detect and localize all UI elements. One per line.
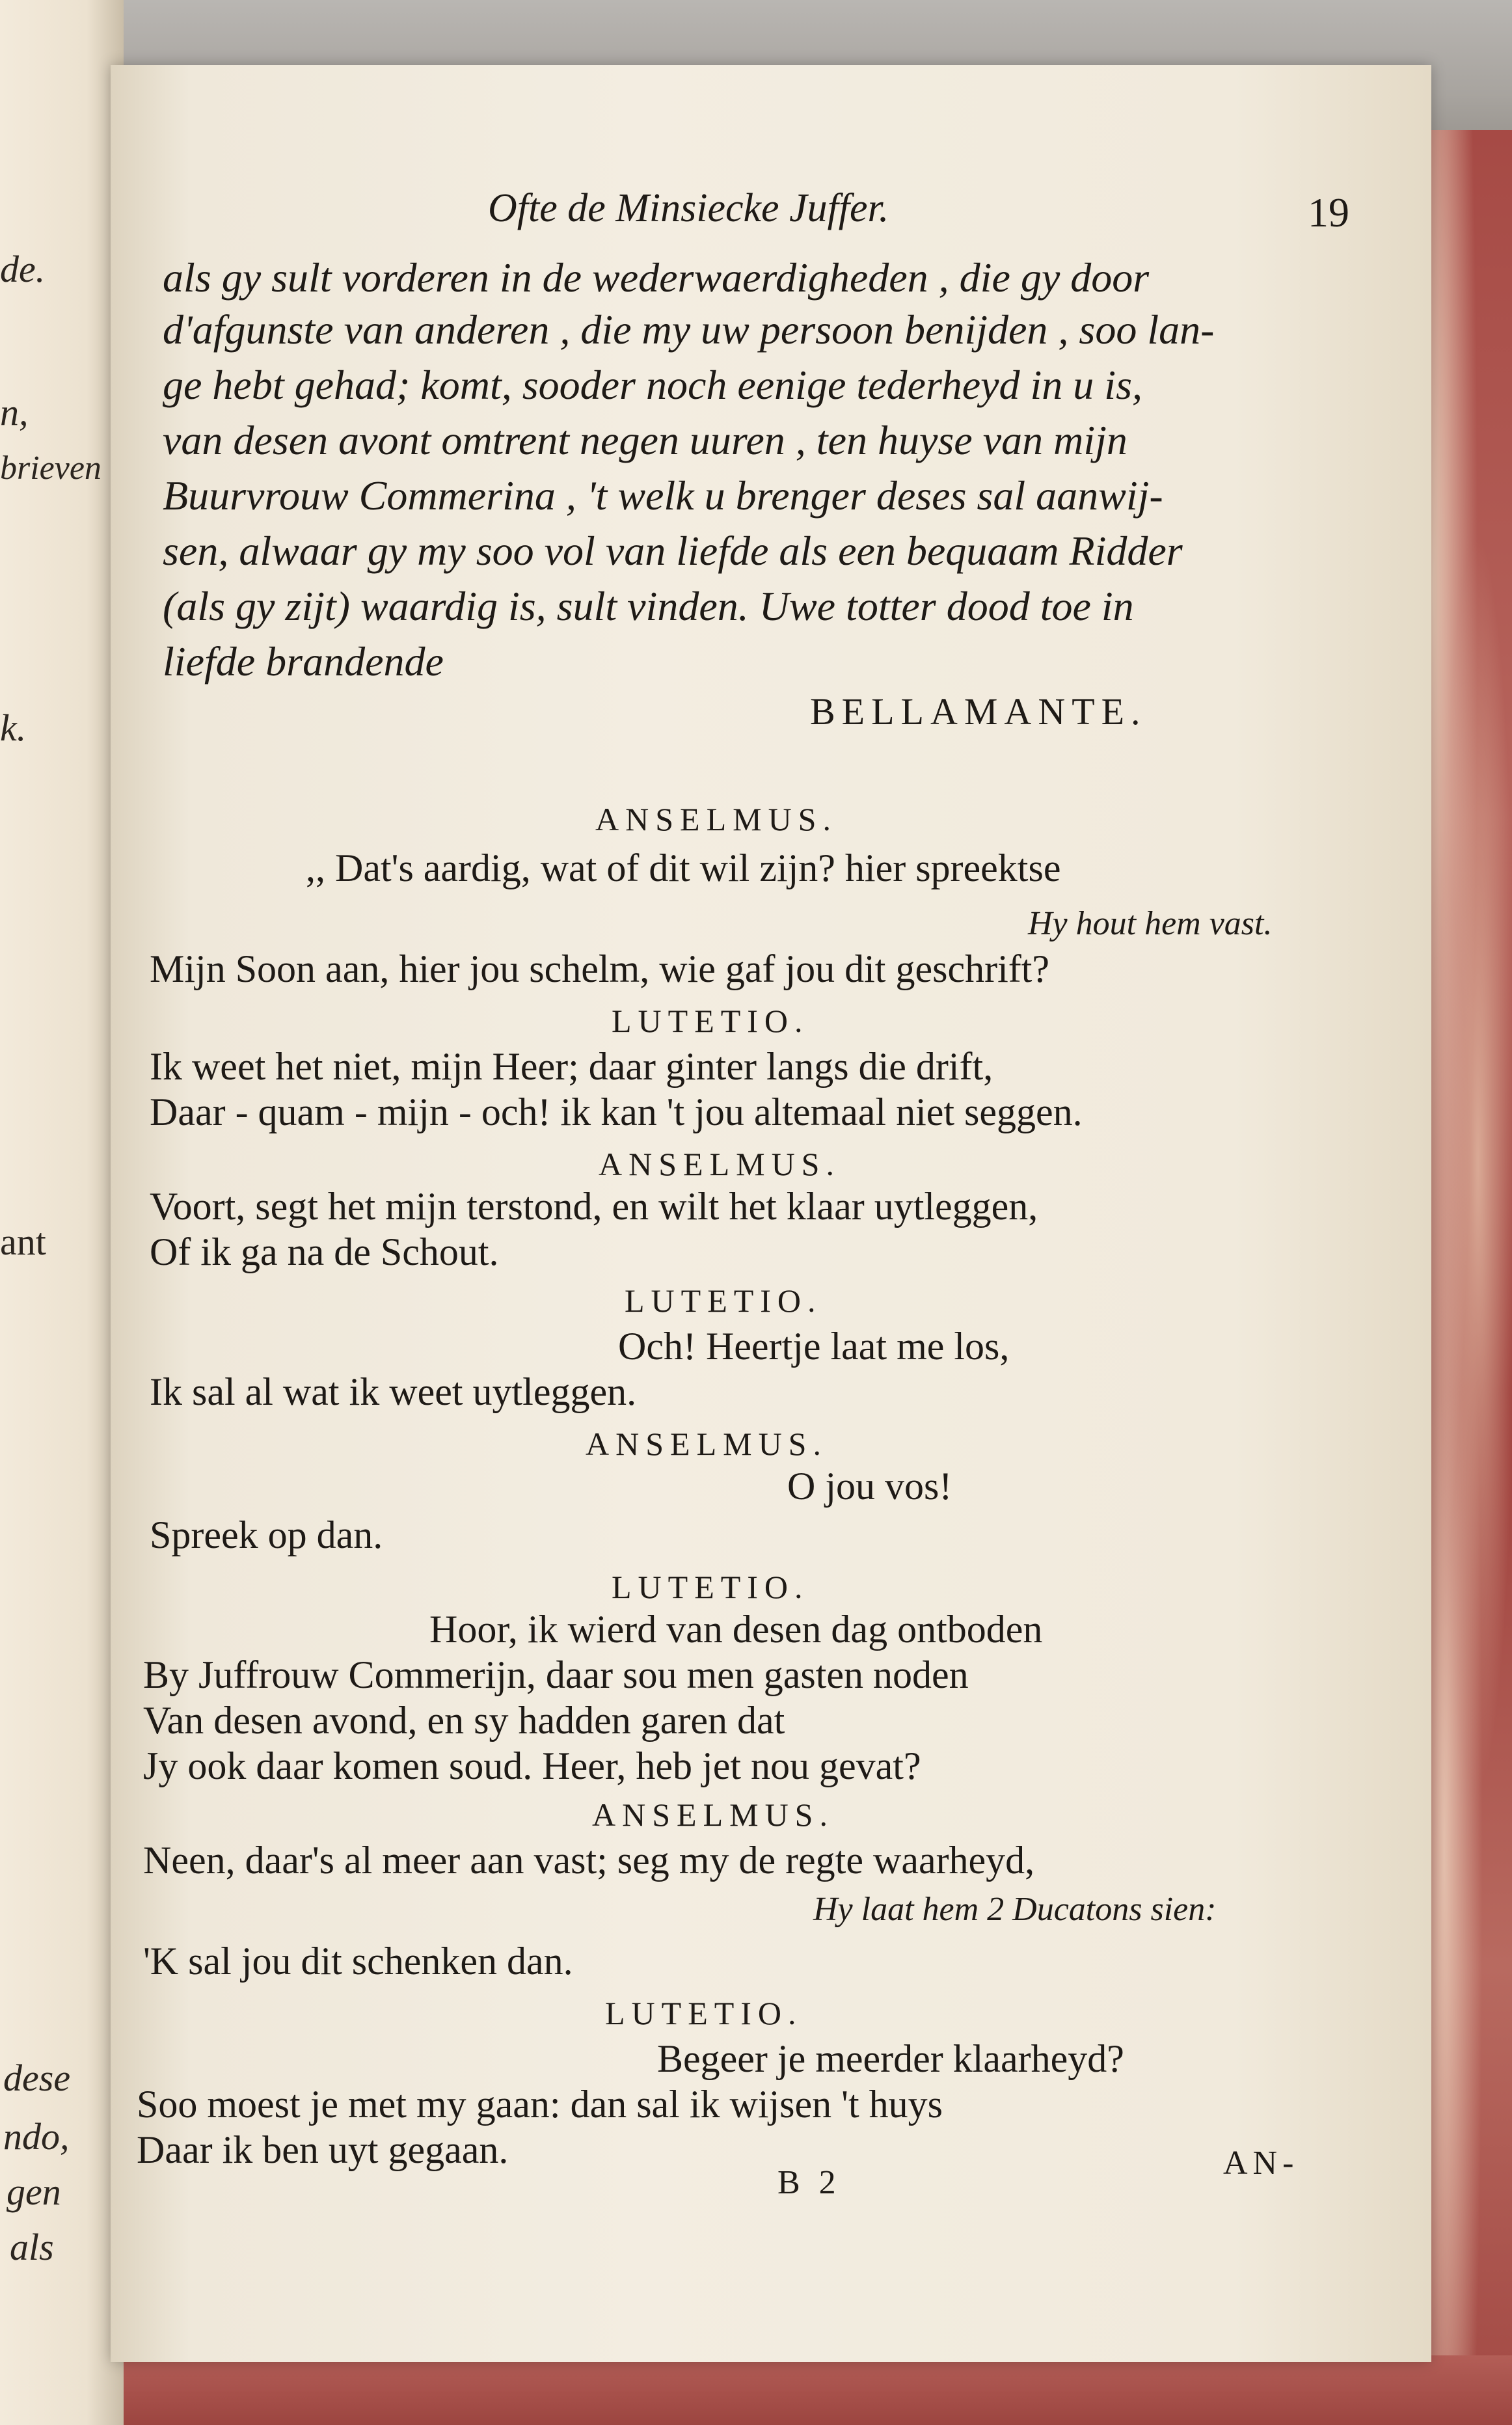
verse-line: Ik sal al wat ik weet uytleggen. (150, 1370, 637, 1413)
verse-line: Hoor, ik wierd van desen dag ontboden (429, 1608, 1043, 1651)
verse-line: Neen, daar's al meer aan vast; seg my de regte waarheyd, (143, 1839, 1035, 1882)
verse-line: Ik weet het niet, mijn Heer; daar ginter langs die drift, (150, 1045, 993, 1088)
signature-mark: B 2 (777, 2164, 841, 2201)
verse-line: ,, Dat's aardig, wat of dit wil zijn? hier spreektse (306, 847, 1061, 889)
speaker-name: LUTETIO. (612, 1569, 809, 1605)
speaker-name: LUTETIO. (605, 1995, 803, 2031)
letter-line: van desen avont omtrent negen uuren , ten huyse van mijn (163, 417, 1127, 463)
letter-signature: BELLAMANTE. (810, 690, 1147, 733)
running-title: Ofte de Minsiecke Juffer. (488, 186, 889, 230)
stage-direction: Hy laat hem 2 Ducatons sien: (813, 1891, 1217, 1928)
left-fragment: brieven (0, 450, 101, 487)
verse-line: Och! Heertje laat me los, (618, 1325, 1010, 1368)
left-fragment: k. (0, 707, 27, 749)
letter-line: liefde brandende (163, 638, 444, 684)
verse-line: 'K sal jou dit schenken dan. (143, 1940, 573, 1983)
stage-direction: Hy hout hem vast. (1028, 905, 1273, 942)
letter-line: als gy sult vorderen in de wederwaerdigheden , die gy door (163, 254, 1150, 301)
verse-line: Daar - quam - mijn - och! ik kan 't jou altemaal niet seggen. (150, 1091, 1083, 1133)
speaker-name: ANSELMUS. (592, 1796, 834, 1833)
verse-line: O jou vos! (787, 1465, 952, 1508)
speaker-name: ANSELMUS. (599, 1146, 841, 1182)
verse-line: By Juffrouw Commerijn, daar sou men gasten noden (143, 1653, 969, 1696)
letter-line: ge hebt gehad; komt, sooder noch eenige tederheyd in u is, (163, 362, 1142, 408)
left-fragment: ndo, (3, 2115, 70, 2158)
verse-line: Voort, segt het mijn terstond, en wilt het klaar uytleggen, (150, 1185, 1038, 1228)
left-fragment: als (10, 2226, 54, 2268)
left-fragment: de. (0, 248, 46, 290)
speaker-name: LUTETIO. (612, 1003, 809, 1039)
verse-line: Soo moest je met my gaan: dan sal ik wijsen 't huys (137, 2083, 943, 2126)
verse-line: Daar ik ben uyt gegaan. (137, 2128, 509, 2171)
left-fragment: n, (0, 391, 29, 433)
verse-line: Begeer je meerder klaarheyd? (657, 2037, 1124, 2080)
verse-line: Jy ook daar komen soud. Heer, heb jet nou gevat? (143, 1744, 921, 1787)
verse-line: Spreek op dan. (150, 1513, 383, 1556)
left-fragment: ant (0, 1221, 46, 1263)
page-number: 19 (1308, 189, 1349, 236)
catchword: AN- (1223, 2145, 1299, 2182)
verse-line: Van desen avond, en sy hadden garen dat (143, 1699, 785, 1742)
book-page (111, 65, 1431, 2362)
left-fragment: gen (7, 2171, 61, 2213)
letter-line: Buurvrouw Commerina , 't welk u brenger deses sal aanwij- (163, 472, 1163, 519)
speaker-name: ANSELMUS. (586, 1426, 828, 1462)
speaker-name: LUTETIO. (625, 1282, 822, 1319)
letter-line: (als gy zijt) waardig is, sult vinden. Uwe totter dood toe in (163, 583, 1134, 629)
speaker-name: ANSELMUS. (595, 801, 837, 837)
letter-line: sen, alwaar gy my soo vol van liefde als een bequaam Ridder (163, 528, 1183, 574)
letter-line: d'afgunste van anderen , die my uw persoon benijden , soo lan- (163, 306, 1215, 353)
verse-line: Mijn Soon aan, hier jou schelm, wie gaf jou dit geschrift? (150, 947, 1050, 990)
left-page-edge (0, 0, 124, 2425)
marbled-bottom-edge (0, 2355, 1512, 2425)
left-fragment: dese (3, 2057, 71, 2099)
verse-line: Of ik ga na de Schout. (150, 1230, 499, 1273)
